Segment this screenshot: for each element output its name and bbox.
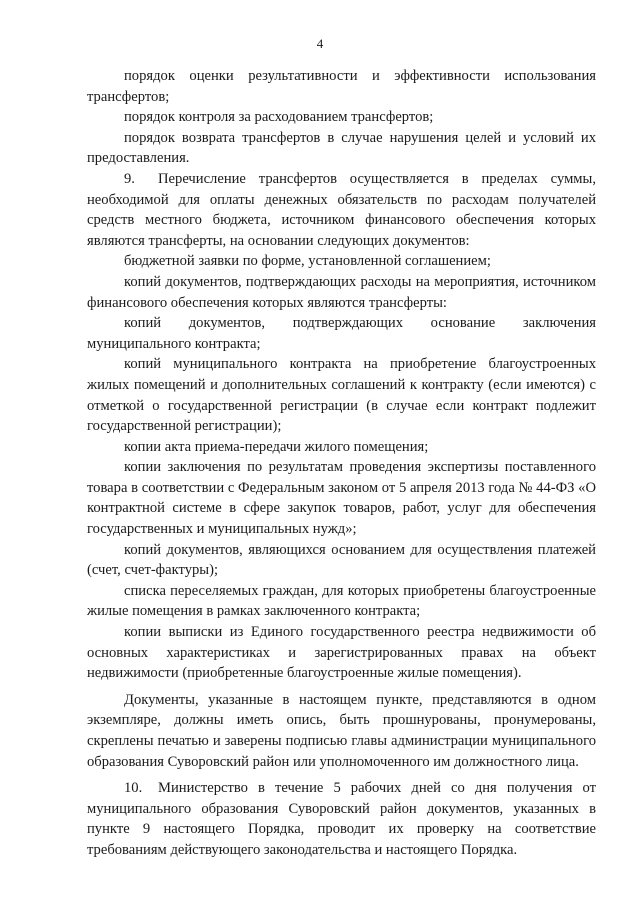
paragraph: порядок контроля за расходованием трансфертов; xyxy=(124,109,434,126)
paragraph: порядок оценки результативности и эффективности использования трансфертов; xyxy=(87,68,596,105)
paragraph: копий документов, подтверждающих основание заключения муниципального контракта; xyxy=(87,315,596,352)
paragraph: копии выписки из Единого государственного реестра недвижимости об основных характеристиках и зарегистрированных правах на объект недвижимости (приобретенные благоустроенные жилые помещения). xyxy=(87,624,596,682)
paragraph: Документы, указанные в настоящем пункте, представляются в одном экземпляре, должны иметь опись, быть прошнурованы, пронумерованы, скреплены печатью и заверены подписью главы администрации муниципального образования Суворовский район или уполномоченного им должностного лица. xyxy=(87,691,596,770)
paragraph: копий муниципального контракта на приобретение благоустроенных жилых помещений и дополнительных соглашений к контракту (если имеются) с отметкой о государственной регистрации (в случае если контракт подлежит государственной регистрации); xyxy=(87,356,596,435)
paragraph: копии заключения по результатам проведения экспертизы поставленного товара в соответствии с Федеральным законом от 5 апреля 2013 года № 44-ФЗ «О контрактной системе в сфере закупок товаров, работ, услуг для обеспечения государственных и муниципальных нужд»; xyxy=(87,459,596,538)
item-number: 9. xyxy=(124,170,135,187)
paragraph: бюджетной заявки по форме, установленной соглашением; xyxy=(124,253,491,270)
paragraph: копии акта приема-передачи жилого помещения; xyxy=(124,438,429,455)
paragraph: списка переселяемых граждан, для которых приобретены благоустроенные жилые помещения в рамках заключенного контракта; xyxy=(87,582,596,620)
paragraph: копий документов, подтверждающих расходы на мероприятия, источником финансового обеспечения которых являются трансферты: xyxy=(87,273,596,311)
page-number: 4 xyxy=(316,36,324,51)
document-body xyxy=(87,66,596,861)
paragraph-item-9: 9. Перечисление трансфертов осуществляется в пределах суммы, необходимой для оплаты денежных обязательств по расходам получателей средств местного бюджета, источником финансового обеспечения которых являются трансферты, на основании следующих документов: xyxy=(87,170,596,249)
paragraph: порядок возврата трансфертов в случае нарушения целей и условий их предоставления. xyxy=(87,129,596,167)
paragraph: копий документов, являющихся основанием для осуществления платежей (счет, счет-фактуры); xyxy=(87,541,596,579)
item-number: 10. xyxy=(124,780,143,797)
paragraph-item-10: 10. Министерство в течение 5 рабочих дней со дня получения от муниципального образования Суворовский район документов, указанных в пункте 9 настоящего Порядка, проводит их проверку на соответствие требованиям действующего законодательства и настоящего Порядка. xyxy=(87,780,596,858)
